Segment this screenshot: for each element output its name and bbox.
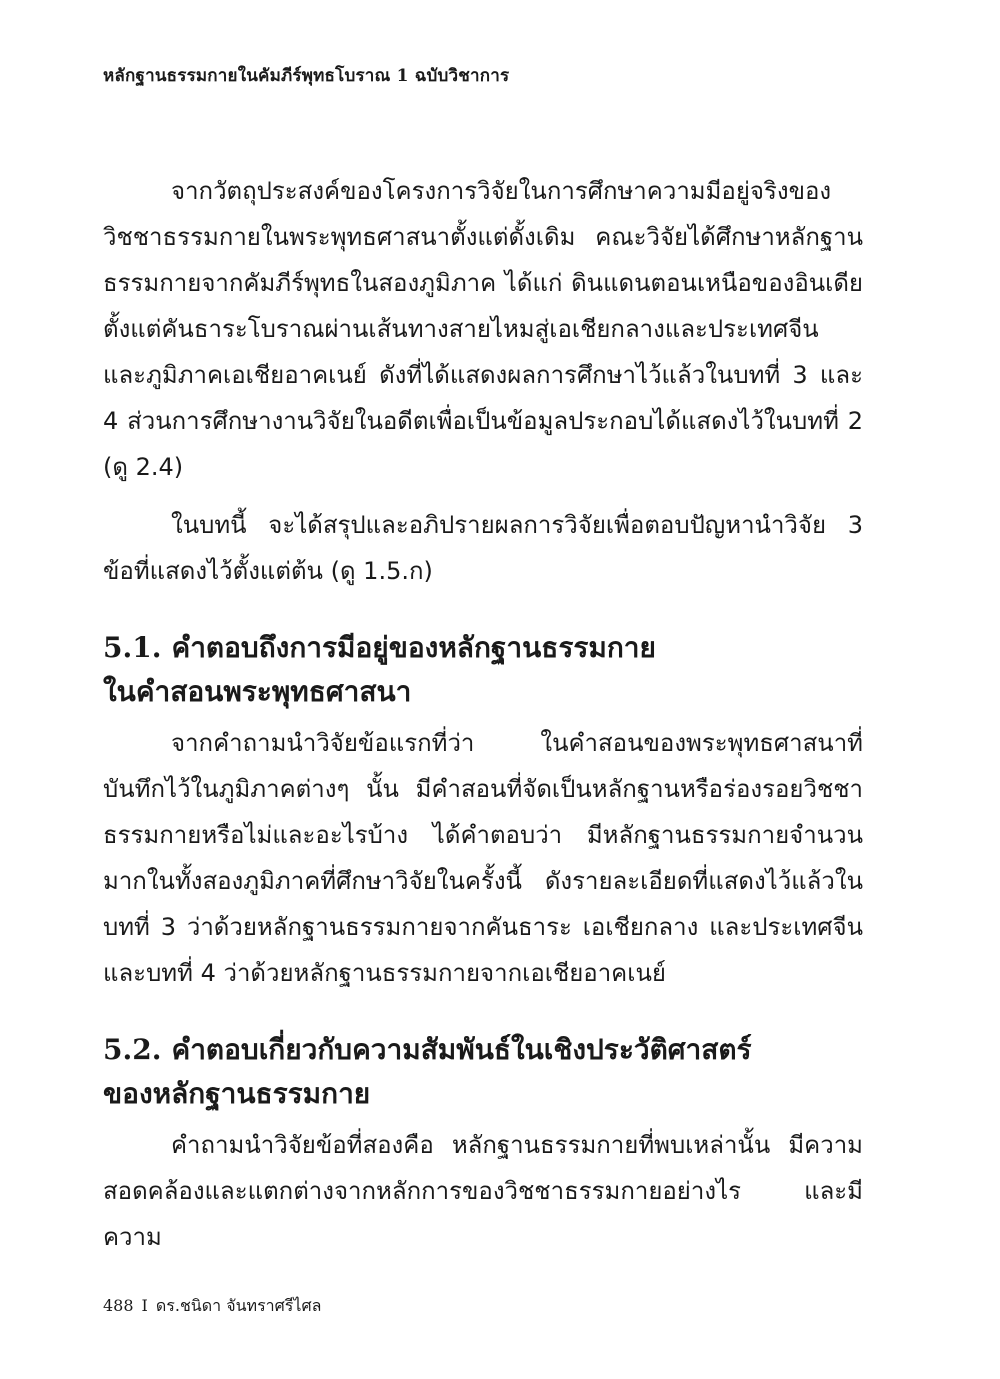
- section-5-1-title-line1: คำตอบถึงการมีอยู่ของหลักฐานธรรมกาย: [171, 631, 656, 664]
- page-footer: [103, 1294, 321, 1319]
- page-number: 488: [103, 1296, 134, 1315]
- section-5-2-number: 5.2.: [103, 1033, 162, 1066]
- section-5-2-paragraph: คำถามนำวิจัยข้อที่สองคือ หลักฐานธรรมกายที่พบเหล่านั้น มีความสอดคล้องและแตกต่างจากหลักการของวิชชาธรรมกายอย่างไร และมีความ: [103, 1131, 863, 1251]
- page-content: [103, 168, 863, 1272]
- section-5-2-heading: [103, 1028, 863, 1116]
- section-5-1-heading: [103, 626, 863, 714]
- running-header: หลักฐานธรรมกายในคัมภีร์พุทธโบราณ 1 ฉบับวิชาการ: [103, 66, 510, 86]
- section-5-2-title-line2: ของหลักฐานธรรมกาย: [103, 1077, 371, 1110]
- section-5-1-paragraph: จากคำถามนำวิจัยข้อแรกที่ว่า ในคำสอนของพระพุทธศาสนาที่บันทึกไว้ในภูมิภาคต่างๆ นั้น มีคำสอนที่จัดเป็นหลักฐานหรือร่องรอยวิชชาธรรมกายหรือไม่และอะไรบ้าง ได้คำตอบว่า มีหลักฐานธรรมกายจำนวนมากในทั้งสองภูมิภาคที่ศึกษาวิจัยในครั้งนี้ ดังรายละเอียดที่แสดงไว้แล้วในบทที่ 3 ว่าด้วยหลักฐานธรรมกายจากคันธาระ เอเชียกลาง และประเทศจีน และบทที่ 4 ว่าด้วยหลักฐานธรรมกายจากเอเชียอาคเนย์: [103, 729, 863, 987]
- section-5-1-number: 5.1.: [103, 631, 162, 664]
- footer-separator: I: [141, 1296, 148, 1315]
- intro-paragraph-1: จากวัตถุประสงค์ของโครงการวิจัยในการศึกษาความมีอยู่จริงของวิชชาธรรมกายในพระพุทธศาสนาตั้งแต่ดั้งเดิม คณะวิจัยได้ศึกษาหลักฐานธรรมกายจากคัมภีร์พุทธในสองภูมิภาค ได้แก่ ดินแดนตอนเหนือของอินเดีย ตั้งแต่คันธาระโบราณผ่านเส้นทางสายไหมสู่เอเชียกลางและประเทศจีน และภูมิภาคเอเชียอาคเนย์ ดังที่ได้แสดงผลการศึกษาไว้แล้วในบทที่ 3 และ 4 ส่วนการศึกษางานวิจัยในอดีตเพื่อเป็นข้อมูลประกอบได้แสดงไว้ในบทที่ 2 (ดู 2.4): [103, 177, 863, 481]
- author-name: ดร.ชนิดา จันทราศรีไศล: [155, 1296, 322, 1315]
- section-5-1-title-line2: ในคำสอนพระพุทธศาสนา: [103, 675, 412, 708]
- intro-paragraph-2: ในบทนี้ จะได้สรุปและอภิปรายผลการวิจัยเพื่อตอบปัญหานำวิจัย 3 ข้อที่แสดงไว้ตั้งแต่ต้น (ดู 1.5.ก): [103, 511, 863, 585]
- section-5-2-title-line1: คำตอบเกี่ยวกับความสัมพันธ์ในเชิงประวัติศาสตร์: [171, 1033, 752, 1066]
